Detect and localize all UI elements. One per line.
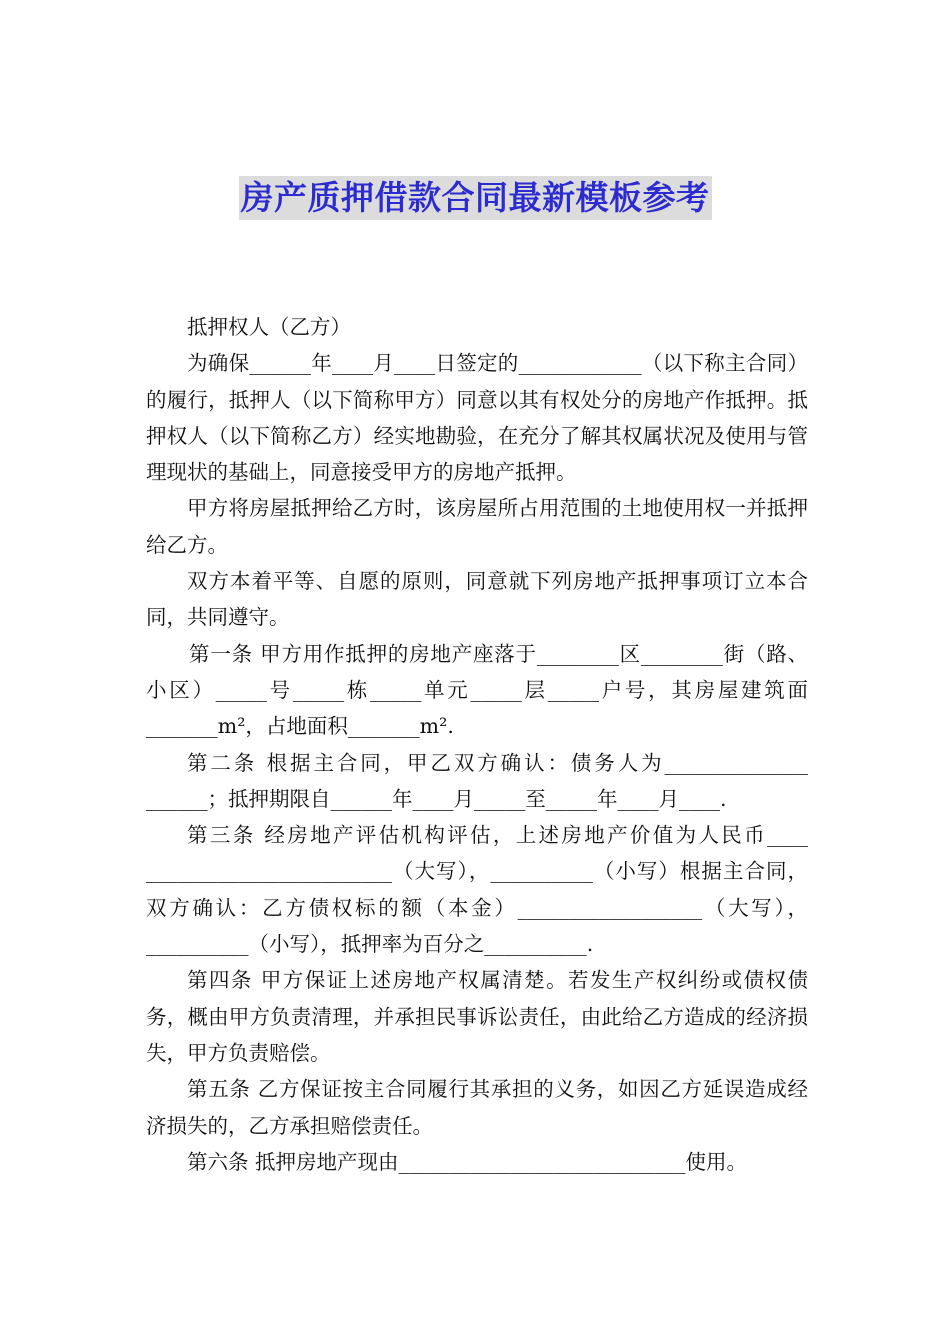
page-title: 房产质押借款合同最新模板参考: [239, 176, 712, 220]
article-5: 第五条 乙方保证按主合同履行其承担的义务，如因乙方延误造成经济损失的，乙方承担赔偿责任。: [146, 1077, 808, 1138]
paragraph-preamble: 为确保______年____月____日签定的____________（以下称主合同）的履行，抵押人（以下简称甲方）同意以其有权处分的房地产作抵押。抵押权人（以下简称乙方）经实地勘验，在充分了解其权属状况及使用与管理现状的基础上，同意接受甲方的房地产抵押。: [146, 351, 808, 485]
article-4: 第四条 甲方保证上述房地产权属清楚。若发生产权纠纷或债权债务，概由甲方负责清理，并承担民事诉讼责任，由此给乙方造成的经济损失，甲方负责赔偿。: [146, 968, 808, 1065]
paragraph-principle: 双方本着平等、自愿的原则，同意就下列房地产抵押事项订立本合同，共同遵守。: [146, 569, 808, 630]
article-3: 第三条 经房地产评估机构评估，上述房地产价值为人民币____ ________________________（大写），__________（小写）根据主合同，双方确认：乙方债权标的额（本金）__________________（大写），__________（小写），抵押率为百分之__________.: [146, 823, 808, 957]
document-body: [146, 309, 808, 1180]
article-1: 第一条 甲方用作抵押的房地产座落于________区________街（路、小区）_____号_____栋_____单元_____层_____户号，其房屋建筑面_______m²，占地面积_______m².: [146, 641, 808, 739]
article-6: 第六条 抵押房地产现由____________________________使用。: [187, 1149, 748, 1174]
title-container: [0, 176, 950, 220]
paragraph-mortgagee: 抵押权人（乙方）: [187, 315, 351, 339]
article-2: 第二条 根据主合同，甲乙双方确认：债务人为______________ ______；抵押期限自______年____月_____至_____年____月____.: [146, 750, 808, 811]
paragraph-land-use: 甲方将房屋抵押给乙方时，该房屋所占用范围的土地使用权一并抵押给乙方。: [146, 496, 808, 557]
